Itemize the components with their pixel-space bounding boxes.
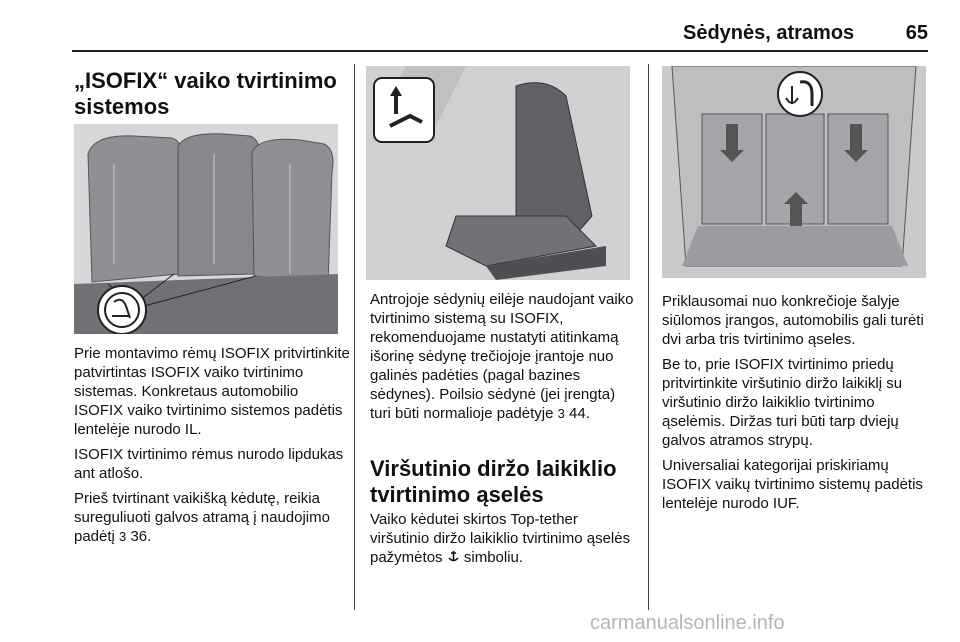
col1-paragraph-1: Prie montavimo rėmų ISOFIX pritvirtinkite patvirtintas ISOFIX vaiko tvirtinimo sistemas. Konkretaus automobilio ISOFIX vaiko tvirtinimo sistemos padėtis lentelėje nurodo IL. [74,345,350,438]
col2-text-2 [370,510,638,573]
col3-paragraph-2: Be to, prie ISOFIX tvirtinimo priedų pritvirtinkite viršutinio diržo laikiklį su viršutinio diržo laikiklio tvirtinimo ąselėmis. Diržas turi būti tarp dviejų galvos atramos strypų. [662,356,903,449]
rear-seats-drawing [74,124,338,334]
third-row-seat-illustration [366,66,630,280]
page-ref-arrow-icon[interactable]: 3 [119,529,127,544]
col1-text [74,344,350,552]
top-tether-heading: Viršutinio diržo laikiklio tvirtinimo ąselės [370,456,617,507]
col2-paragraph-2: Vaiko kėdutei skirtos Top-tether viršutinio diržo laikiklio tvirtinimo ąselės pažymėtos simboliu. [370,511,631,566]
col1-paragraph-3: Prieš tvirtinant vaikišką kėdutę, reikia sureguliuoti galvos atramą į naudojimo padėtį 3 36. [74,490,330,545]
header-rule [72,50,928,52]
col1-paragraph-2: ISOFIX tvirtinimo rėmus nurodo lipdukas ant atlošo. [74,446,344,482]
col3-paragraph-1: Priklausomai nuo konkrečioje šalyje siūlomos įrangos, automobilis gali turėti dvi arba tris tvirtinimo ąseles. [662,293,924,348]
column-divider-2 [648,64,649,610]
section-title: Sėdynės, atramos [682,22,855,44]
page-number: 65 [905,22,928,44]
top-tether-symbol-circle [778,72,822,116]
page-ref-arrow-icon[interactable]: 3 [557,406,565,421]
isofix-heading: „ISOFIX“ vaiko tvirtinimo sistemos [74,68,337,119]
third-row-seat-drawing [366,66,630,280]
col3-text [662,292,928,519]
watermark: carmanualsonline.info [590,612,785,634]
col2-paragraph-1: Antrojoje sėdynių eilėje naudojant vaiko tvirtinimo sistemą su ISOFIX, rekomenduojame nustatyti atitinkamą išorinę sėdynę trečiojoje įrantoje nuo galinės padėties (pagal bazines sėdynes). Poilsio sėdynė (jei įrengta) turi būti normalioje padėtyje 3 44. [370,291,634,422]
detail-callout-box [374,78,434,142]
col3-paragraph-3: Universaliai kategorijai priskiriamų ISOFIX vaikų tvirtinimo sistemų padėtis lentelėje nurodo IUF. [662,457,923,512]
col2-text [370,290,638,429]
page-header [0,22,928,45]
top-tether-anchor-icon [447,550,460,563]
cargo-area-illustration [662,66,926,278]
cargo-area-drawing [662,66,926,278]
rear-seats-illustration [74,124,338,334]
column-divider-1 [354,64,355,610]
